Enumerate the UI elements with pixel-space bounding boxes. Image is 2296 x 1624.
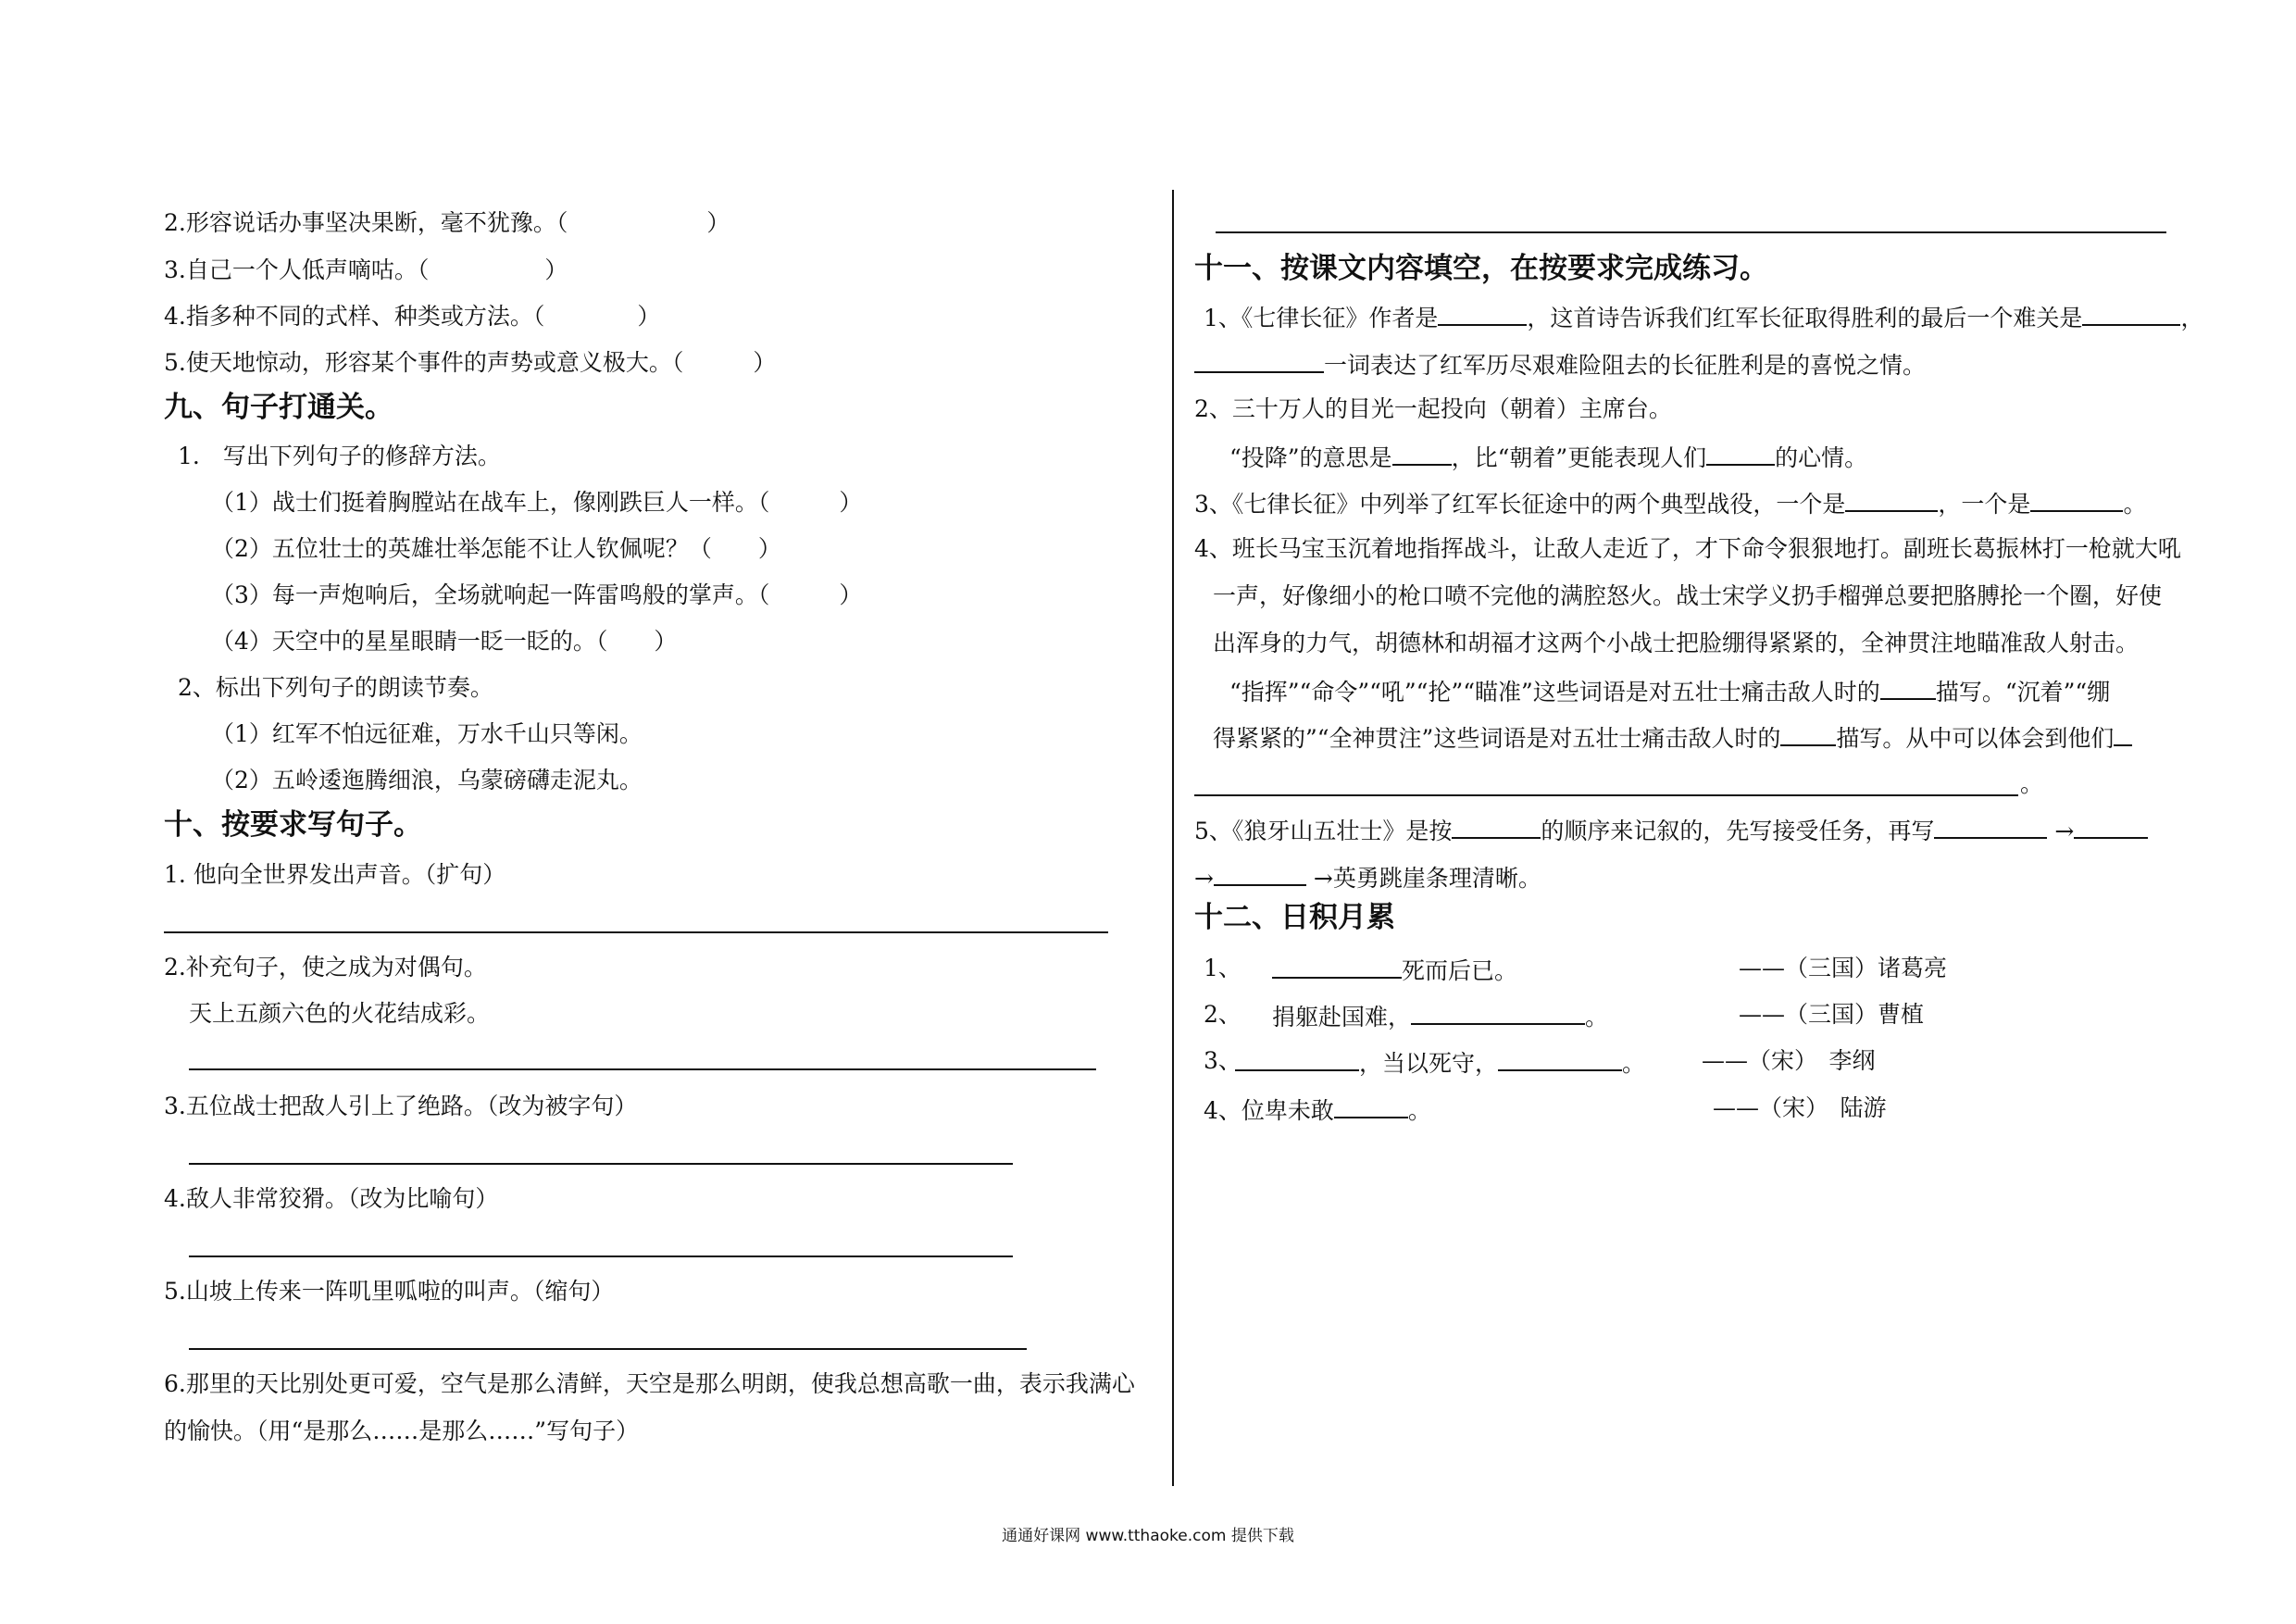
section-11-title: 十一、按课文内容填空，在按要求完成练习。: [1194, 252, 1768, 285]
q11-item-5: 5、《狼牙山五壮士》是按 的顺序来记叙的，先写接受任务，再写 →: [1194, 815, 2148, 845]
q10-item-5-answer-line[interactable]: [189, 1348, 1027, 1350]
q11-4-desc1-blank[interactable]: [1880, 676, 1936, 700]
q11-item-4-line4: “指挥”“命令”“吼”“抡”“瞄准”这些词语是对五壮士痛击敌人时的 描写。“沉着”“绷: [1229, 676, 2110, 706]
q10-item-3: 3.五位战士把敌人引上了绝路。（改为被字句）: [164, 1093, 638, 1119]
q11-item-3: 3、《七律长征》中列举了红军长征途中的两个典型战役，一个是 ，一个是 。: [1194, 488, 2146, 518]
q11-2-mood-blank[interactable]: [1706, 442, 1775, 466]
q11-3-battle1-blank[interactable]: [1845, 488, 1938, 512]
q11-5-step1-blank[interactable]: [1934, 815, 2047, 839]
q10-item-1: 1. 他向全世界发出声音。（扩句）: [164, 861, 506, 888]
q11-1-obstacle-blank[interactable]: [2082, 302, 2180, 326]
q11-item-1: 1、《七律长征》作者是 ，这首诗告诉我们红军长征取得胜利的最后一个难关是 ，: [1204, 302, 2203, 332]
q11-item-4-line5: 得紧紧的”“全神贯注”这些词语是对五壮士痛击敌人时的 描写。从中可以体会到他们: [1213, 722, 2132, 753]
q12-row-4-source: ——（宋） 陆游: [1713, 1094, 1887, 1121]
q11-item-4-line3: 出浑身的力气，胡德林和胡福才这两个小战士把脸绷得紧紧的，全神贯注地瞄准敌人射击。: [1213, 630, 2140, 656]
q11-4-feel-blank-start[interactable]: [2114, 722, 2132, 746]
q11-item-2-question: “投降”的意思是 ，比“朝着”更能表现人们 的心情。: [1229, 442, 1867, 472]
q9-sub-1-4: （4）天空中的星星眼睛一眨一眨的。（ ）: [211, 628, 678, 655]
q9-sub-1-2: （2）五位壮士的英雄壮举怎能不让人钦佩呢？（ ）: [211, 535, 781, 562]
q12-row-1-source: ——（三国）诸葛亮: [1739, 955, 1948, 981]
q11-4-feel-answer-line[interactable]: [1194, 794, 2018, 796]
q9-sub-1-3: （3）每一声炮响后，全场就响起一阵雷鸣般的掌声。（ ）: [211, 581, 863, 608]
q9-sub-2-2: （2）五岭逶迤腾细浪，乌蒙磅礴走泥丸。: [211, 767, 643, 793]
column-divider: [1172, 190, 1174, 1486]
q9-sub-1: 1. 写出下列句子的修辞方法。: [178, 443, 501, 469]
q11-item-4-end: 。: [2020, 770, 2044, 797]
q12-row-2-num: 2、: [1204, 1001, 1242, 1028]
q12-row-3-num: 3、: [1204, 1047, 1242, 1074]
q12-row-1: 死而后已。: [1272, 955, 1517, 985]
q12-row-2-source: ——（三国）曹植: [1739, 1001, 1925, 1028]
q11-3-battle2-blank[interactable]: [2030, 488, 2123, 512]
q10-item-4: 4.敌人非常狡猾。（改为比喻句）: [164, 1185, 499, 1212]
q8-item-3: 3.自己一个人低声嘀咕。（ ）: [164, 256, 568, 283]
right-top-answer-line[interactable]: [1216, 231, 2166, 233]
q11-4-desc2-blank[interactable]: [1780, 722, 1836, 746]
q10-item-6-line2: 的愉快。（用“是那么……是那么……”写句子）: [164, 1418, 640, 1444]
q10-item-6-line1: 6.那里的天比别处更可爱，空气是那么清鲜，天空是那么明朗，使我总想高歌一曲，表示我满心: [164, 1370, 1135, 1397]
q8-item-2: 2.形容说话办事坚决果断，毫不犹豫。（ ）: [164, 209, 730, 236]
q8-item-5: 5.使天地惊动，形容某个事件的声势或意义极大。（ ）: [164, 349, 777, 376]
q11-5-order-blank[interactable]: [1452, 815, 1541, 839]
q12-row-2: 捐躯赴国难， 。: [1272, 1001, 1608, 1031]
q10-item-3-answer-line[interactable]: [189, 1163, 1013, 1165]
q10-item-2-sentence: 天上五颜六色的火花结成彩。: [189, 1000, 491, 1027]
section-10-title: 十、按要求写句子。: [164, 808, 422, 842]
q12-row-3-source: ——（宋） 李纲: [1702, 1047, 1876, 1074]
section-9-title: 九、句子打通关。: [164, 391, 393, 424]
q12-row-4: 4、位卑未敢 。: [1204, 1094, 1431, 1125]
q12-3-blank-b[interactable]: [1498, 1047, 1622, 1071]
q11-1-author-blank[interactable]: [1438, 302, 1527, 326]
q11-item-4-line2: 一声，好像细小的枪口喷不完他的满腔怒火。战士宋学义扔手榴弹总要把胳膊抡一个圈，好使: [1213, 582, 2163, 609]
footer-credit: 通通好课网 www.tthaoke.com 提供下载: [1002, 1527, 1294, 1545]
q9-sub-1-1: （1）战士们挺着胸膛站在战车上，像刚跌巨人一样。（ ）: [211, 489, 863, 516]
q10-item-2: 2.补充句子，使之成为对偶句。: [164, 954, 487, 981]
q12-3-blank-a[interactable]: [1235, 1047, 1359, 1071]
q12-2-blank[interactable]: [1411, 1001, 1585, 1025]
q9-sub-2-1: （1）红军不怕远征难，万水千山只等闲。: [211, 720, 643, 747]
q11-item-2: 2、三十万人的目光一起投向（朝着）主席台。: [1194, 395, 1672, 422]
q10-item-1-answer-line[interactable]: [164, 931, 1108, 933]
q11-item-5-cont: → →英勇跳崖条理清晰。: [1194, 862, 1541, 893]
q12-1-blank[interactable]: [1272, 955, 1402, 979]
q11-5-step2-blank[interactable]: [2074, 815, 2148, 839]
q10-item-4-answer-line[interactable]: [189, 1255, 1013, 1257]
section-12-title: 十二、日积月累: [1194, 901, 1395, 934]
q9-sub-2: 2、标出下列句子的朗读节奏。: [178, 674, 493, 701]
q11-item-1-cont: 一词表达了红军历尽艰难险阻去的长征胜利是的喜悦之情。: [1194, 349, 1926, 380]
q12-row-3: ，当以死守， 。: [1235, 1047, 1645, 1078]
q10-item-5: 5.山坡上传来一阵叽里呱啦的叫声。（缩句）: [164, 1278, 615, 1305]
q10-item-2-answer-line[interactable]: [189, 1068, 1096, 1070]
q11-1-word-blank[interactable]: [1194, 349, 1324, 373]
q11-item-4-line1: 4、班长马宝玉沉着地指挥战斗，让敌人走近了，才下命令狠狠地打。副班长葛振林打一枪就大吼: [1194, 535, 2181, 562]
q11-2-meaning-blank[interactable]: [1392, 442, 1452, 466]
q8-item-4: 4.指多种不同的式样、种类或方法。（ ）: [164, 303, 661, 330]
q11-5-step3-blank[interactable]: [1214, 862, 1306, 886]
q12-row-1-num: 1、: [1204, 955, 1242, 981]
q12-4-blank[interactable]: [1334, 1094, 1408, 1118]
